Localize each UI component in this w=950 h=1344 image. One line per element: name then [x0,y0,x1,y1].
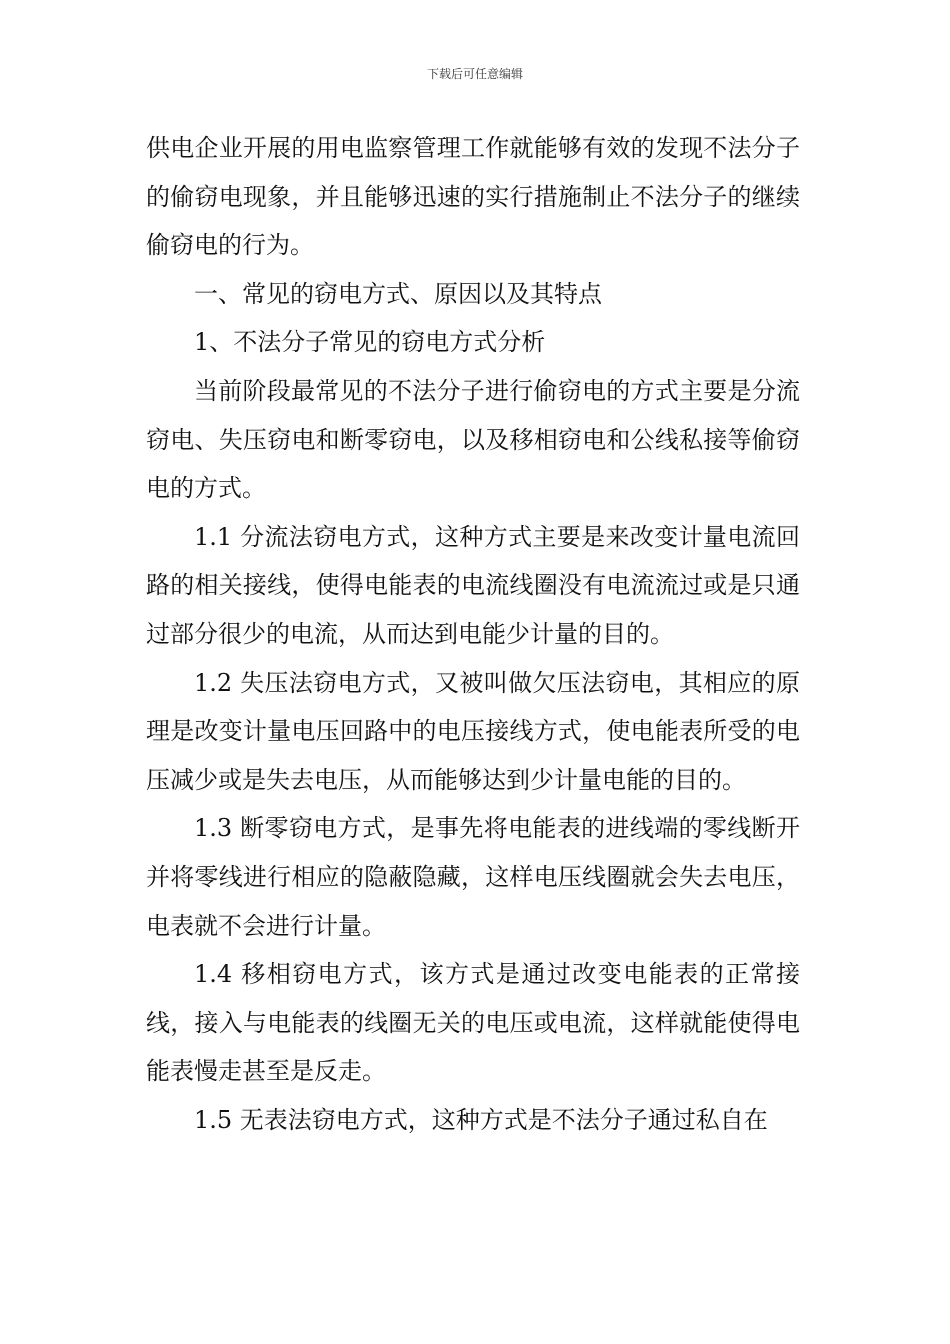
paragraph: 1.2 失压法窃电方式，又被叫做欠压法窃电，其相应的原理是改变计量电压回路中的电压接线方式，使电能表所受的电压减少或是失去电压，从而能够达到少计量电能的目的。 [146,668,800,794]
section-heading: 一、常见的窃电方式、原因以及其特点 [194,279,602,308]
paragraph: 供电企业开展的用电监察管理工作就能够有效的发现不法分子的偷窃电现象，并且能够迅速的实行措施制止不法分子的继续偷窃电的行为。 [146,134,800,260]
subsection-heading: 1、不法分子常见的窃电方式分析 [194,328,546,357]
paragraph: 当前阶段最常见的不法分子进行偷窃电的方式主要是分流窃电、失压窃电和断零窃电，以及移相窃电和公线私接等偷窃电的方式。 [146,376,800,503]
paragraph: 1.4 移相窃电方式，该方式是通过改变电能表的正常接线，接入与电能表的线圈无关的电压或电流，这样就能使得电能表慢走甚至是反走。 [146,960,800,1086]
document-body [146,124,800,1144]
paragraph: 1.1 分流法窃电方式，这种方式主要是来改变计量电流回路的相关接线，使得电能表的电流线圈没有电流流过或是只通过部分很少的电流，从而达到电能少计量的目的。 [146,522,800,648]
paragraph: 1.5 无表法窃电方式，这种方式是不法分子通过私自在 [194,1105,768,1134]
page-header: 下载后可任意编辑 [426,67,523,81]
paragraph: 1.3 断零窃电方式，是事先将电能表的进线端的零线断开并将零线进行相应的隐蔽隐藏，这样电压线圈就会失去电压，电表就不会进行计量。 [146,814,800,940]
